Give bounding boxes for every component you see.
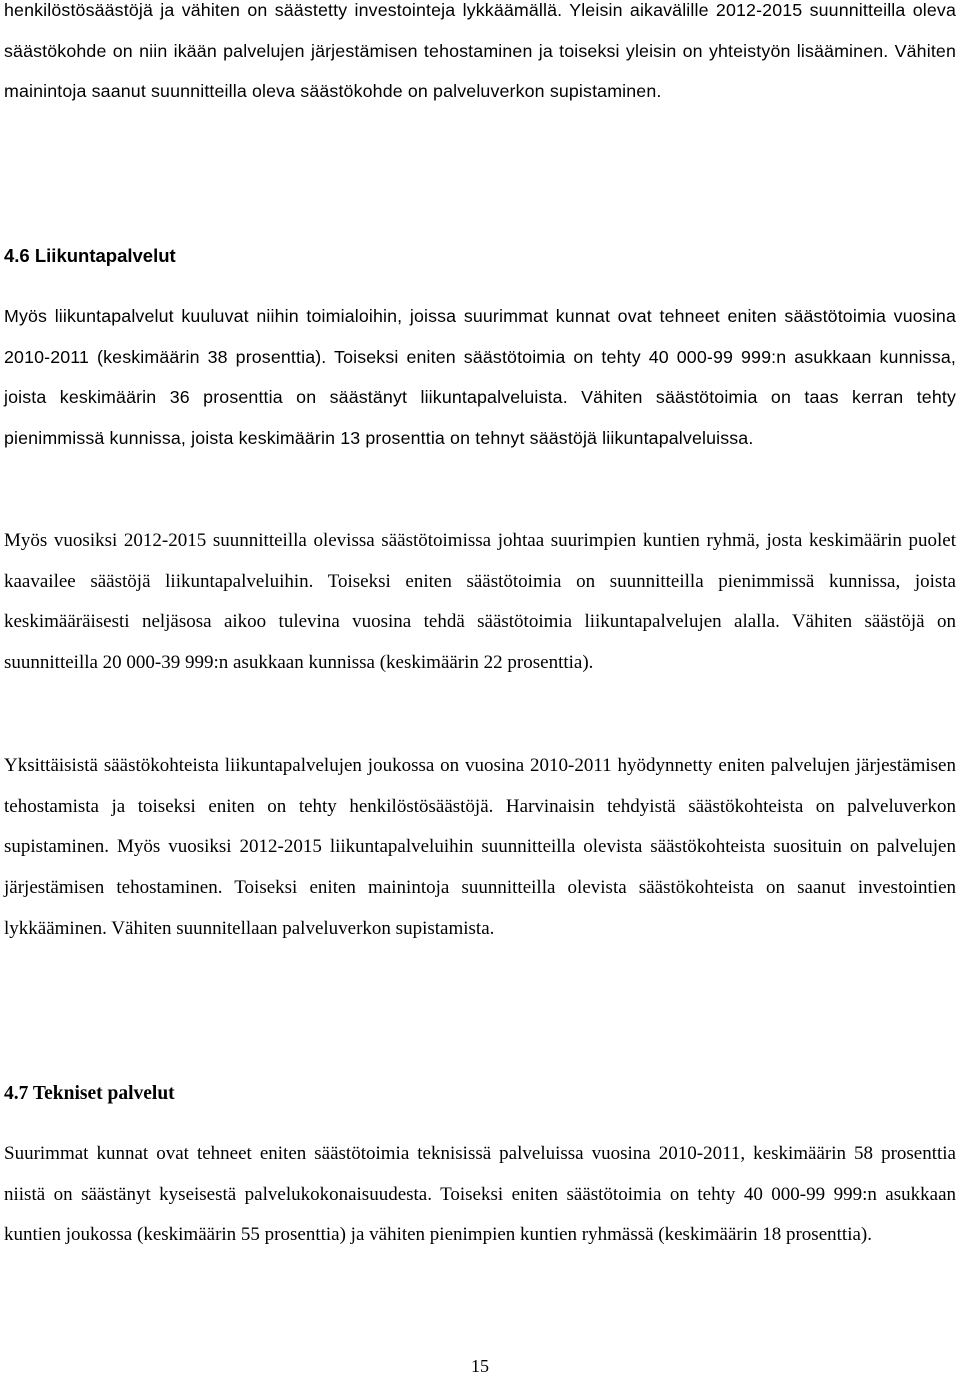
section-heading-tekniset-palvelut: 4.7 Tekniset palvelut — [4, 1083, 175, 1104]
intro-paragraph: henkilöstösäästöjä ja vähiten on säästetty investointeja lykkäämällä. Yleisin aikavälille 2012-2015 suunnitteilla oleva säästökohde on niin ikään palvelujen järjestämisen tehostaminen ja toiseksi yleisin on yhteistyön lisääminen. Vähiten mainintoja saanut suunnitteilla oleva säästökohde on palveluverkon supistaminen. — [4, 0, 956, 102]
liikuntapalvelut-paragraph-1: Myös liikuntapalvelut kuuluvat niihin toimialoihin, joissa suurimmat kunnat ovat tehneet eniten säästötoimia vuosina 2010-2011 (keskimäärin 38 prosenttia). Toiseksi eniten säästötoimia on tehty 40 000-99 999:n asukkaan kunnissa, joista keskimäärin 36 prosenttia on säästänyt liikuntapalveluista. Vähiten säästötoimia on taas kerran tehty pienimmissä kunnissa, joista keskimäärin 13 prosenttia on tehnyt säästöjä liikuntapalveluissa. — [4, 306, 956, 449]
liikuntapalvelut-paragraph-3: Yksittäisistä säästökohteista liikuntapalvelujen joukossa on vuosina 2010-2011 hyödynnetty eniten palvelujen järjestämisen tehostamista ja toiseksi eniten on tehty henkilöstösäästöjä. Harvinaisin tehdyistä säästökohteista on palveluverkon supistaminen. Myös vuosiksi 2012-2015 liikuntapalveluihin suunnitteilla olevista säästökohteista suosituin on palvelujen järjestämisen tehostaminen. Toiseksi eniten mainintoja suunnitteilla olevista säästökohteista on saanut investointien lykkääminen. Vähiten suunnitellaan palveluverkon supistamista. — [4, 755, 956, 939]
section-heading-liikuntapalvelut: 4.6 Liikuntapalvelut — [4, 245, 176, 266]
page-number: 15 — [471, 1356, 489, 1376]
liikuntapalvelut-paragraph-2: Myös vuosiksi 2012-2015 suunnitteilla olevissa säästötoimissa johtaa suurimpien kuntien ryhmä, josta keskimäärin puolet kaavailee säästöjä liikuntapalveluihin. Toiseksi eniten säästötoimia on suunnitteilla pienimmissä kunnissa, joista keskimääräisesti neljäsosa aikoo tulevina vuosina tehdä säästötoimia liikuntapalvelujen alalla. Vähiten säästöjä on suunnitteilla 20 000-39 999:n asukkaan kunnissa (keskimäärin 22 prosenttia). — [4, 530, 956, 674]
tekniset-palvelut-paragraph-1: Suurimmat kunnat ovat tehneet eniten säästötoimia teknisissä palveluissa vuosina 2010-2011, keskimäärin 58 prosenttia niistä on säästänyt kyseisestä palvelukokonaisuudesta. Toiseksi eniten säästötoimia on tehty 40 000-99 999:n asukkaan kuntien joukossa (keskimäärin 55 prosenttia) ja vähiten pienimpien kuntien ryhmässä (keskimäärin 18 prosenttia). — [4, 1143, 956, 1246]
